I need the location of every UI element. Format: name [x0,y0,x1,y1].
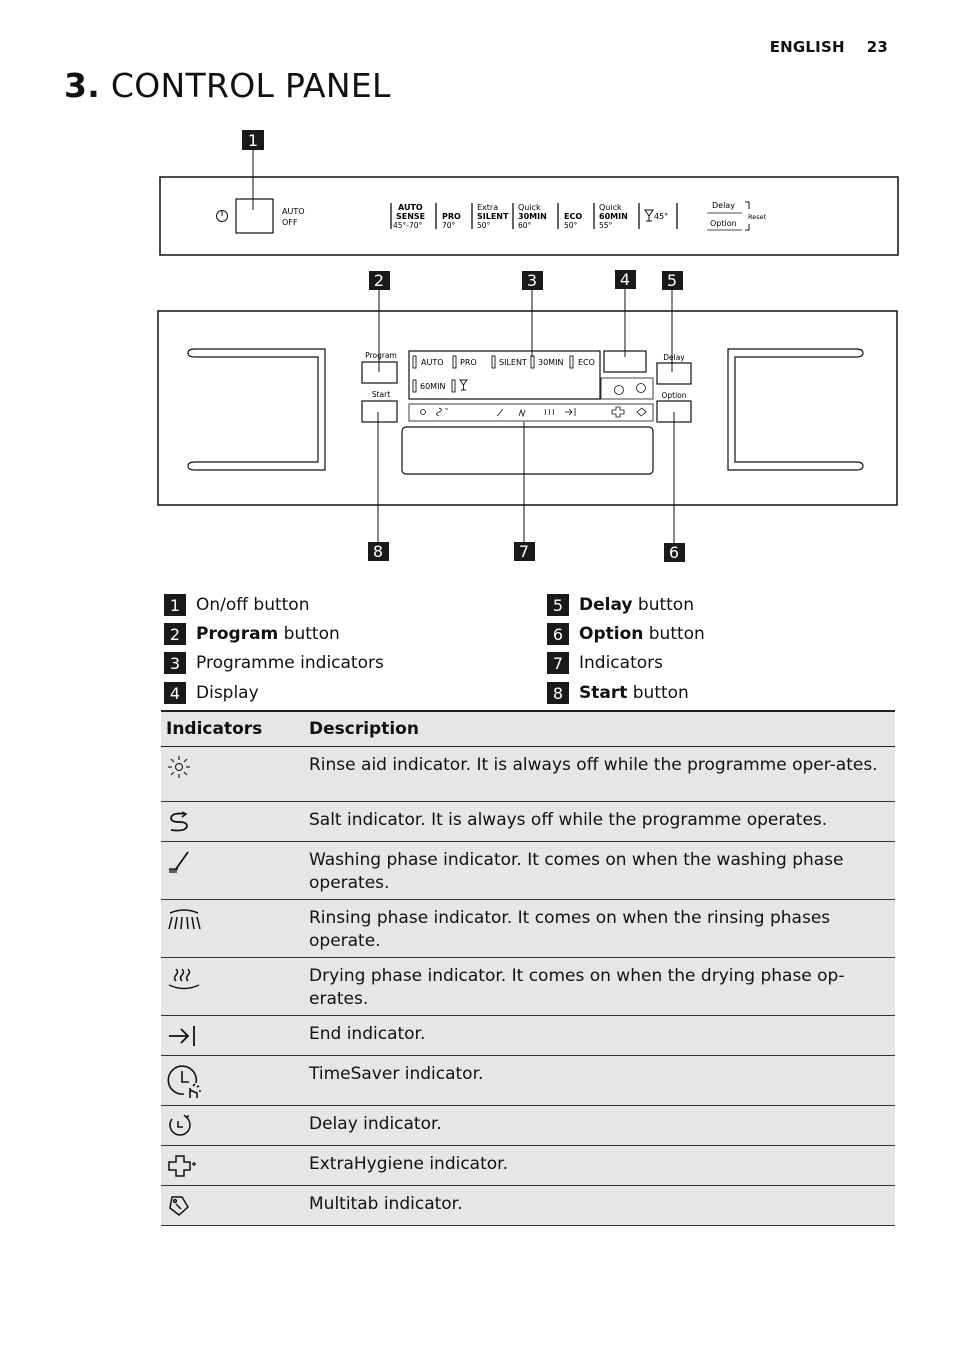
prog-60min-name: 60MIN [599,212,628,221]
auto-off-label-1: AUTO [282,207,305,216]
legend-bold: Start [579,682,628,703]
callout-5: 5 [666,271,678,290]
auto-off-label-2: OFF [282,218,298,227]
legend-num: 3 [164,652,186,674]
callout-3: 3 [526,271,538,290]
callout-4: 4 [619,270,631,289]
glass-icon [645,210,653,221]
legend-text: button [278,623,340,644]
legend-text: Programme indicators [196,653,384,674]
table-row [161,842,895,900]
disp-pro: PRO [460,358,477,367]
disp-60min: 60MIN [420,382,446,391]
delay-button[interactable] [657,363,691,384]
rinsing-phase-icon [166,907,202,933]
callout-1: 1 [247,131,259,150]
option-indicator-icons [615,384,646,395]
indicator-description: Multitab indicator. [304,1186,895,1226]
control-panel-diagram [0,0,954,580]
prog-30min-top: Quick [518,203,541,212]
power-icon [217,211,228,222]
legend-num: 5 [547,594,569,616]
prog-auto-top: AUTO [398,203,423,212]
indicators-table [161,710,895,1226]
indicator-description: Drying phase indicator. It comes on when the drying phase op-erates. [304,958,895,1016]
legend-left [164,590,384,707]
table-row [161,1056,895,1106]
program-label: Program [365,351,397,360]
display-program-row [413,356,595,392]
salt-icon [166,809,192,835]
legend-num: 1 [164,594,186,616]
indicator-cell [161,1106,304,1146]
legend-num: 7 [547,652,569,674]
legend-item [164,590,384,619]
prog-silent-name: SILENT [477,212,509,221]
prog-60min-top: Quick [599,203,622,212]
legend-num: 4 [164,682,186,704]
legend-bold: Delay [579,594,633,615]
indicator-description: Salt indicator. It is always off while the programme operates. [304,802,895,842]
section-number: 3. [64,66,101,105]
delay-label: Delay [663,353,685,362]
disp-auto: AUTO [421,358,444,367]
delay-icon [166,1113,194,1139]
indicator-description: Delay indicator. [304,1106,895,1146]
indicator-cell [161,900,304,958]
glass-temp: 45° [654,212,669,221]
table-row [161,900,895,958]
indicator-cell [161,1186,304,1226]
legend-text: Indicators [579,653,663,674]
indicator-cell [161,1056,304,1106]
table-row [161,1186,895,1226]
legend-item [547,649,705,678]
indicator-description: End indicator. [304,1016,895,1056]
indicator-cell [161,1016,304,1056]
rinse-aid-icon [166,754,192,780]
display-window [402,427,653,474]
prog-silent-temp: 50° [477,221,491,230]
start-label: Start [371,390,391,399]
top-delay-label: Delay [712,201,735,210]
table-row [161,1146,895,1186]
disp-eco: ECO [578,358,595,367]
table-row [161,1016,895,1056]
drying-phase-icon [166,965,202,991]
indicator-description: TimeSaver indicator. [304,1056,895,1106]
legend-num: 2 [164,623,186,645]
legend-text: button [643,623,705,644]
option-label: Option [661,391,687,400]
legend-text: button [632,594,694,615]
prog-silent-top: Extra [477,203,499,212]
legend-item [547,590,705,619]
callout-2: 2 [373,271,385,290]
legend-text: Display [196,682,259,703]
legend-num: 6 [547,623,569,645]
page-number: 23 [866,38,888,56]
prog-auto-temp: 45°-70° [393,221,423,230]
extrahygiene-icon [166,1153,198,1179]
prog-eco-temp: 50° [564,221,578,230]
legend-item [164,619,384,648]
indicator-description: Rinse aid indicator. It is always off while the programme oper-ates. [304,747,895,802]
timesaver-icon [166,1063,206,1101]
disp-30min: 30MIN [538,358,564,367]
prog-pro-name: PRO [442,212,461,221]
header-description: Description [304,711,895,747]
language-label: ENGLISH [769,38,845,56]
top-reset-label: Reset [748,213,767,221]
multitab-icon [166,1193,192,1219]
indicator-description: ExtraHygiene indicator. [304,1146,895,1186]
table-row [161,1106,895,1146]
indicator-cell [161,842,304,900]
top-program-indicators [391,203,677,230]
legend-num: 8 [547,682,569,704]
section-title: CONTROL PANEL [110,66,391,105]
prog-auto-name: SENSE [396,212,426,221]
end-icon [166,1023,198,1049]
prog-pro-temp: 70° [442,221,456,230]
table-row [161,958,895,1016]
callout-8: 8 [372,542,384,561]
indicator-cell [161,747,304,802]
prog-30min-temp: 60° [518,221,532,230]
indicator-description: Washing phase indicator. It comes on when the washing phase operates. [304,842,895,900]
table-row [161,802,895,842]
left-handle [188,349,325,470]
prog-eco-name: ECO [564,212,583,221]
legend-item [164,649,384,678]
phase-indicator-icons [421,407,647,417]
callout-6: 6 [668,543,680,562]
indicator-cell [161,1146,304,1186]
disp-silent: SILENT [499,358,527,367]
prog-30min-name: 30MIN [518,212,547,221]
prog-60min-temp: 55° [599,221,613,230]
legend-right [547,590,705,707]
legend-text: On/off button [196,594,310,615]
legend-bold: Program [196,623,279,644]
table-header-row [161,711,895,747]
indicator-cell [161,958,304,1016]
legend-text: button [627,682,689,703]
onoff-button[interactable] [236,199,273,233]
legend-item [164,678,384,707]
right-handle [728,349,863,470]
washing-phase-icon [166,849,192,875]
bottom-panel-frame [158,311,897,505]
legend-item [547,619,705,648]
indicator-description: Rinsing phase indicator. It comes on when the rinsing phases operate. [304,900,895,958]
top-option-label: Option [710,219,737,228]
callouts-bottom [368,270,685,562]
legend-item [547,678,705,707]
start-button[interactable] [362,401,397,422]
callout-7: 7 [518,542,530,561]
header-indicators: Indicators [161,711,304,747]
phase-indicator-strip [409,404,653,421]
legend-bold: Option [579,623,644,644]
indicator-cell [161,802,304,842]
table-row [161,747,895,802]
